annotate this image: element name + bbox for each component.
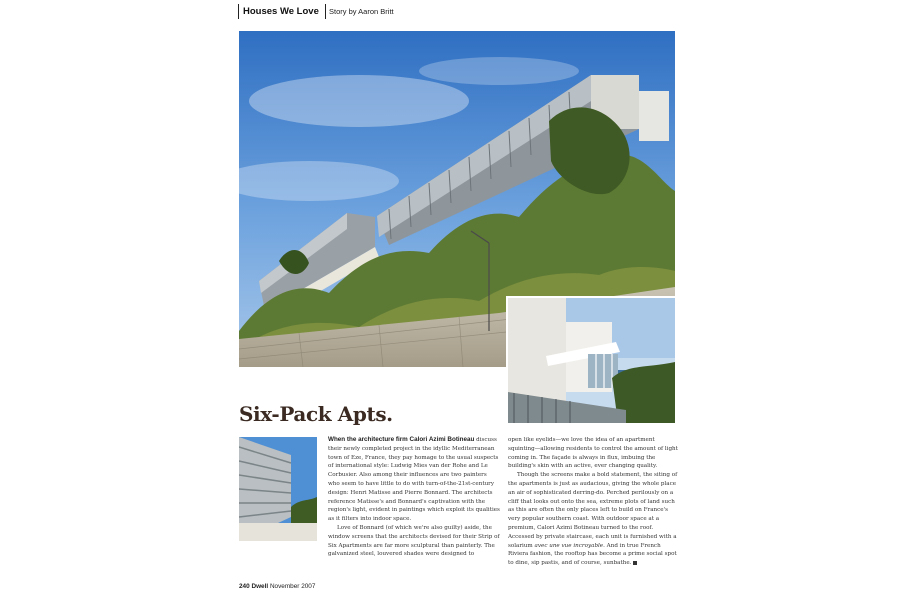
byline: Story by Aaron Britt	[329, 7, 394, 16]
paragraph-4-text-a: Though the screens make a bold statement, the siting of the apartments is just as audacious, giving the whole place an air of sophisticated derring-do. Perched perilously on a cliff that looks out onto the sea, extreme plots of land such as this are often the only places left to build on France's very popular southern coast. With outdoor space at a premium, Calori Azimi Botineau turned to the roof. Accessed by private staircase, each unit is furnished with a solarium	[508, 472, 678, 549]
paragraph-4	[508, 471, 678, 568]
paragraph-4-text-b: And in true French Riviera fashion, the rooftop has become a prime social spot to dine, sip pastis, and of course, sunbathe.	[508, 542, 677, 567]
lead-in: When the architecture firm Calori Azimi Botineau	[328, 436, 475, 443]
header-divider	[325, 4, 326, 19]
issue-date: November 2007	[269, 583, 316, 590]
paragraph-3: open like eyelids—we love the idea of an apartment squinting—allowing residents to control the amount of light coming in. The façade is always in flux, imbuing the building's skin with an active, ever changing quality.	[508, 437, 678, 470]
paragraph-1-text: discuss their newly completed project in the idyllic Mediterranean town of Eze, France, they pay homage to the usual suspects of international style: Ludwig Mies van der Rohe and Le Corbusier. Also among their influences are two painters who seem to have little to do with turn-of-the-21st-century design: Henri Matisse and Pierre Bonnard. The architects reference Matisse's and Bonnard's captivation with the region's light, evident in paintings which exploit its qualities as it filters into indoor space.	[328, 437, 500, 523]
paragraph-2: Love of Bonnard (of which we're also guilty) aside, the window screens that the architects devised for their Strip of Six Apartments are far more sculptural than painterly. The galvanized steel, louvered shades were designed to	[328, 524, 500, 558]
section-title: Houses We Love	[238, 4, 319, 19]
inset-photo	[508, 298, 675, 423]
paragraph-4-italic: avec une vue incroyable.	[534, 542, 605, 549]
page-number: 240	[239, 583, 250, 590]
folio	[239, 582, 315, 592]
end-mark-icon	[633, 561, 637, 565]
detail-photo	[239, 437, 317, 541]
article-column-1	[328, 436, 500, 559]
paragraph-1	[328, 436, 500, 524]
article-headline: Six-Pack Apts.	[239, 402, 393, 426]
magazine-name: Dwell	[251, 583, 269, 590]
article-column-2	[508, 436, 678, 568]
